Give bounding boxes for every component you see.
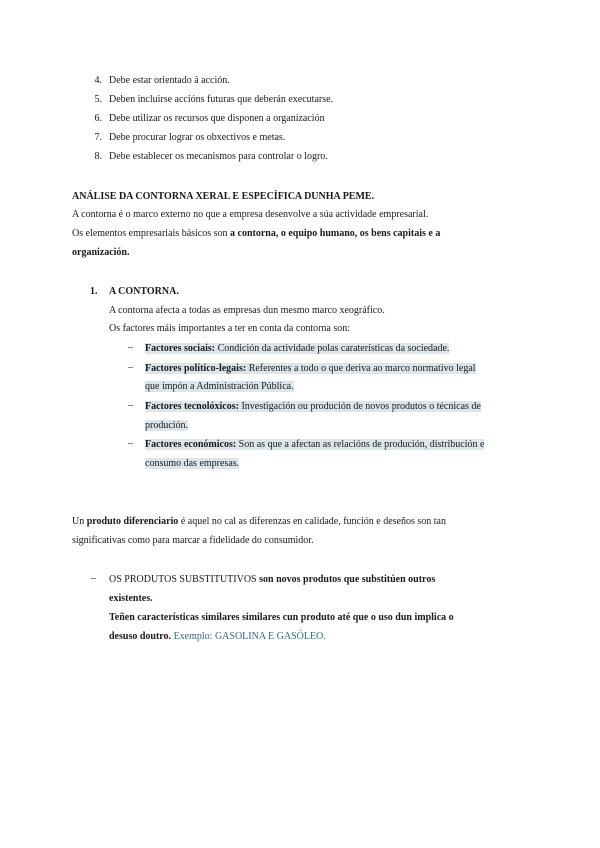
contorna-line: A contorna afecta a todas as empresas dun mesmo marco xeográfico. [109,305,385,316]
list-dash: – [91,573,96,584]
contorna-heading: 1. A CONTORNA. [90,286,179,297]
intro-paragraph: A contorna é o marco externo no que a empresa desenvolve a súa actividade empresarial. [72,209,429,220]
list-dash: – [128,342,133,353]
contorna-line: Os factores máis importantes a ter en conta da contorna son: [109,323,351,334]
substitutivos-line: desuso doutro. Exemplo: GASOLINA E GASÓLEO. [109,631,326,642]
example-text: Exemplo: GASOLINA E GASÓLEO. [171,631,326,642]
list-dash: – [128,438,133,449]
factor-item: Factores sociais: Condición da actividade polas caraterísticas da sociedade. [145,343,450,354]
produto-paragraph: Un produto diferenciario é aquel no cal as diferenzas en calidade, función e deseños son tan [72,516,446,527]
list-dash: – [128,362,133,373]
factor-item: Factores político-legais: Referentes a todo o que deriva ao marco normativo legal [145,363,476,374]
factor-item: Factores económicos: Son as que a afectan as relacións de produción, distribución e [145,439,485,450]
substitutivos-line: existentes. [109,593,153,604]
list-dash: – [128,400,133,411]
factor-item-cont: consumo das empresas. [145,458,240,469]
factor-item: Factores tecnolóxicos: Investigación ou produción de novos produtos o técnicas de [145,401,481,412]
produto-paragraph-cont: significativas como para marcar a fidelidade do consumidor. [72,535,314,546]
document-page: 4. Debe estar orientado á acción. 5. Deben incluirse accións futuras que deberán executarse. 6. Debe utilizar os recursos que disponen a organización 7. Debe procurar lograr os obxectivos e metas. 8. Debe establecer os mecanismos para controlar o logro. ANÁLISE DA CONTORNA XERAL E ESPECÍFICA DUNHA PEME. A contorna é o marco externo no que a empresa desenvolve a súa actividade empresarial. Os elementos empresariais básicos son a contorna, o equipo humano, os bens capitais e a organización. 1. A CONTORNA. A contorna afecta a todas as empresas dun mesmo marco xeográfico. Os factores máis importantes a ter en conta da contorna son: – Factores sociais: Condición da actividade polas caraterísticas da sociedade. – Factores político-legais: Referentes a todo o que deriva ao marco normativo legal que impón a Administración Pública. – Factores tecnolóxicos: Investigación ou produción de novos produtos o técnicas de produción. – Factores económicos: Son as que a afectan as relacións de produción, distribución e consumo das empresas. Un produto diferenciario é aquel no cal as diferenzas en calidade, función e deseños son tan significativas como para marcar a fidelidade do consumidor. – OS PRODUTOS SUBSTITUTIVOS son novos produtos que substitúen outros existentes. Teñen características similares similares cun produto até que o uso dun implica o desuso doutro. Exemplo: GASOLINA E GASÓLEO. [72,75,485,642]
factor-item-cont: que impón a Administración Pública. [145,381,294,392]
section-heading: ANÁLISE DA CONTORNA XERAL E ESPECÍFICA DUNHA PEME. [72,191,375,202]
substitutivos-line: Teñen características similares similares cun produto até que o uso dun implica o [109,612,454,623]
elements-paragraph-cont: organización. [72,247,130,258]
substitutivos-item: OS PRODUTOS SUBSTITUTIVOS son novos produtos que substitúen outros [109,574,436,585]
factor-item-cont: produción. [145,420,189,431]
elements-paragraph: Os elementos empresariais básicos son a contorna, o equipo humano, os bens capitais e a [72,228,441,239]
